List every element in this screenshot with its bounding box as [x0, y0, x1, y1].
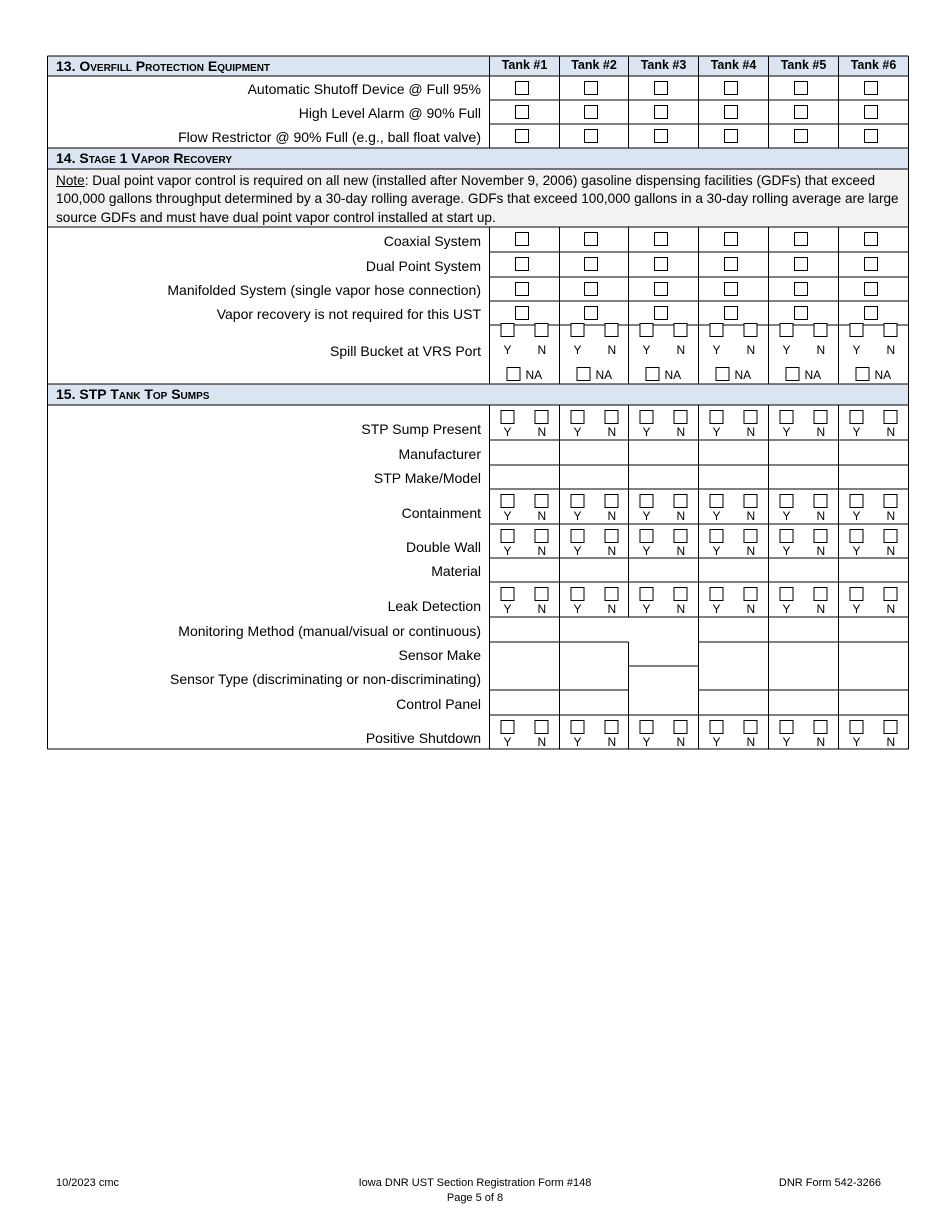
no-checkbox[interactable]	[744, 411, 757, 424]
no-checkbox[interactable]	[884, 530, 897, 543]
footer-form-title: Iowa DNR UST Section Registration Form #148	[358, 1177, 592, 1189]
no-checkbox[interactable]	[605, 324, 618, 337]
no-label: N	[537, 602, 547, 616]
no-checkbox[interactable]	[535, 324, 548, 337]
na-checkbox[interactable]	[716, 368, 729, 381]
yes-checkbox[interactable]	[710, 324, 723, 337]
yes-label: Y	[782, 602, 791, 616]
yes-checkbox[interactable]	[640, 530, 653, 543]
section-title	[56, 387, 209, 401]
no-checkbox[interactable]	[674, 495, 687, 508]
section-number: 14.	[56, 150, 76, 166]
checkbox[interactable]	[725, 233, 738, 246]
yes-label: Y	[642, 509, 651, 523]
no-label: N	[676, 425, 686, 439]
no-label: N	[676, 735, 686, 749]
yes-checkbox[interactable]	[501, 495, 514, 508]
yes-checkbox[interactable]	[571, 324, 584, 337]
no-checkbox[interactable]	[814, 411, 827, 424]
no-checkbox[interactable]	[674, 530, 687, 543]
tank-column-header: Tank #1	[501, 58, 548, 72]
yes-label: Y	[573, 544, 582, 558]
yes-label: Y	[852, 343, 861, 357]
section-title-text: Overfill Protection Equipment	[79, 58, 271, 74]
yes-label: Y	[642, 544, 651, 558]
no-label: N	[886, 425, 896, 439]
no-checkbox[interactable]	[814, 588, 827, 601]
no-checkbox[interactable]	[674, 721, 687, 734]
checkbox[interactable]	[865, 283, 878, 296]
row-label: Flow Restrictor @ 90% Full (e.g., ball float valve)	[178, 129, 481, 145]
yes-checkbox[interactable]	[640, 588, 653, 601]
yes-label: Y	[782, 343, 791, 357]
no-label: N	[746, 602, 756, 616]
no-checkbox[interactable]	[605, 721, 618, 734]
no-label: N	[886, 602, 896, 616]
yes-checkbox[interactable]	[571, 411, 584, 424]
yes-label: Y	[503, 544, 512, 558]
no-label: N	[607, 509, 617, 523]
no-checkbox[interactable]	[674, 324, 687, 337]
yes-label: Y	[642, 602, 651, 616]
row-label: Manufacturer	[398, 446, 481, 462]
yes-label: Y	[642, 343, 651, 357]
yes-checkbox[interactable]	[850, 324, 863, 337]
no-label: N	[676, 343, 686, 357]
no-label: N	[816, 544, 826, 558]
no-label: N	[676, 544, 686, 558]
yes-checkbox[interactable]	[780, 411, 793, 424]
section-number: 15.	[56, 386, 76, 402]
no-label: N	[746, 544, 756, 558]
yes-label: Y	[712, 544, 721, 558]
yes-label: Y	[852, 602, 861, 616]
checkbox[interactable]	[795, 258, 808, 271]
row-label: STP Make/Model	[373, 470, 481, 486]
checkbox[interactable]	[865, 258, 878, 271]
yes-label: Y	[852, 544, 861, 558]
row-label: Automatic Shutoff Device @ Full 95%	[247, 81, 481, 97]
yes-checkbox[interactable]	[850, 588, 863, 601]
no-label: N	[746, 735, 756, 749]
row-label: Dual Point System	[365, 258, 481, 274]
row-label: Vapor recovery is not required for this UST	[216, 306, 481, 322]
checkbox[interactable]	[655, 106, 668, 119]
no-label: N	[537, 509, 547, 523]
checkbox[interactable]	[655, 82, 668, 95]
no-label: N	[816, 735, 826, 749]
row-label: Monitoring Method (manual/visual or continuous)	[178, 623, 481, 639]
checkbox[interactable]	[865, 307, 878, 320]
tank-column-header: Tank #4	[710, 58, 757, 72]
yes-checkbox[interactable]	[780, 588, 793, 601]
na-checkbox[interactable]	[577, 368, 590, 381]
yes-checkbox[interactable]	[640, 495, 653, 508]
no-checkbox[interactable]	[744, 530, 757, 543]
no-label: N	[537, 544, 547, 558]
yes-label: Y	[642, 735, 651, 749]
checkbox[interactable]	[585, 307, 598, 320]
footer-page-number: Page 5 of 8	[446, 1192, 504, 1204]
row-label: Coaxial System	[383, 233, 481, 249]
no-checkbox[interactable]	[605, 411, 618, 424]
yes-label: Y	[852, 425, 861, 439]
no-checkbox[interactable]	[814, 530, 827, 543]
no-checkbox[interactable]	[535, 530, 548, 543]
no-checkbox[interactable]	[744, 324, 757, 337]
row-label: Material	[431, 563, 481, 579]
tank-column-header: Tank #5	[780, 58, 827, 72]
checkbox[interactable]	[585, 82, 598, 95]
no-label: N	[886, 509, 896, 523]
section-title	[56, 151, 232, 165]
na-checkbox[interactable]	[856, 368, 869, 381]
checkbox[interactable]	[725, 82, 738, 95]
na-label: NA	[734, 368, 752, 382]
section-title-text: Stage 1 Vapor Recovery	[79, 150, 233, 166]
checkbox[interactable]	[655, 130, 668, 143]
checkbox[interactable]	[516, 130, 529, 143]
yes-label: Y	[712, 425, 721, 439]
section-number: 13.	[56, 58, 76, 74]
no-checkbox[interactable]	[884, 324, 897, 337]
yes-checkbox[interactable]	[640, 324, 653, 337]
row-label: STP Sump Present	[361, 421, 481, 437]
no-label: N	[607, 343, 617, 357]
checkbox[interactable]	[585, 258, 598, 271]
no-checkbox[interactable]	[744, 721, 757, 734]
yes-checkbox[interactable]	[501, 588, 514, 601]
na-label: NA	[595, 368, 613, 382]
no-checkbox[interactable]	[814, 721, 827, 734]
yes-checkbox[interactable]	[780, 324, 793, 337]
checkbox[interactable]	[795, 130, 808, 143]
yes-label: Y	[712, 602, 721, 616]
no-checkbox[interactable]	[814, 324, 827, 337]
no-label: N	[746, 509, 756, 523]
yes-checkbox[interactable]	[850, 495, 863, 508]
checkbox[interactable]	[516, 82, 529, 95]
yes-checkbox[interactable]	[501, 530, 514, 543]
yes-checkbox[interactable]	[571, 721, 584, 734]
yes-label: Y	[573, 602, 582, 616]
no-label: N	[816, 602, 826, 616]
yes-checkbox[interactable]	[710, 588, 723, 601]
checkbox[interactable]	[725, 258, 738, 271]
yes-label: Y	[503, 425, 512, 439]
yes-label: Y	[573, 343, 582, 357]
no-checkbox[interactable]	[814, 495, 827, 508]
row-label: Spill Bucket at VRS Port	[330, 343, 481, 359]
note-text: : Dual point vapor control is required on all new (installed after November 9, 2006) gasoline dispensing facilities (GDFs) that exceed 100,000 gallons throughput determined by a 30-day rolling average. GDFs that exceed 100,000 gallons in a 30-day rolling average are large source GDFs and must have dual point vapor control installed at start up.	[56, 173, 899, 225]
no-label: N	[746, 343, 756, 357]
yes-checkbox[interactable]	[710, 495, 723, 508]
yes-label: Y	[782, 735, 791, 749]
checkbox[interactable]	[865, 82, 878, 95]
no-label: N	[816, 425, 826, 439]
yes-checkbox[interactable]	[571, 530, 584, 543]
no-checkbox[interactable]	[884, 588, 897, 601]
na-checkbox[interactable]	[786, 368, 799, 381]
yes-label: Y	[503, 735, 512, 749]
na-label: NA	[525, 368, 543, 382]
checkbox[interactable]	[655, 258, 668, 271]
no-checkbox[interactable]	[535, 495, 548, 508]
checkbox[interactable]	[585, 130, 598, 143]
no-checkbox[interactable]	[884, 721, 897, 734]
no-checkbox[interactable]	[605, 495, 618, 508]
checkbox[interactable]	[655, 283, 668, 296]
no-label: N	[816, 509, 826, 523]
yes-checkbox[interactable]	[780, 721, 793, 734]
checkbox[interactable]	[865, 130, 878, 143]
na-checkbox[interactable]	[646, 368, 659, 381]
no-label: N	[607, 735, 617, 749]
row-label: High Level Alarm @ 90% Full	[298, 105, 481, 121]
tank-column-header: Tank #6	[850, 58, 897, 72]
yes-checkbox[interactable]	[780, 495, 793, 508]
yes-label: Y	[503, 509, 512, 523]
no-checkbox[interactable]	[674, 411, 687, 424]
checkbox[interactable]	[725, 283, 738, 296]
tank-column-header: Tank #3	[640, 58, 687, 72]
row-label: Double Wall	[406, 539, 481, 555]
no-label: N	[886, 343, 896, 357]
checkbox[interactable]	[795, 307, 808, 320]
section-title-text: STP Tank Top Sumps	[79, 386, 210, 402]
yes-checkbox[interactable]	[710, 530, 723, 543]
yes-checkbox[interactable]	[850, 411, 863, 424]
yes-label: Y	[712, 343, 721, 357]
checkbox[interactable]	[585, 106, 598, 119]
checkbox[interactable]	[795, 233, 808, 246]
checkbox[interactable]	[516, 258, 529, 271]
checkbox[interactable]	[655, 307, 668, 320]
checkbox[interactable]	[725, 106, 738, 119]
row-label: Sensor Type (discriminating or non-discriminating)	[170, 671, 481, 687]
no-checkbox[interactable]	[535, 588, 548, 601]
checkbox[interactable]	[516, 106, 529, 119]
footer-form-number: DNR Form 542-3266	[778, 1177, 881, 1189]
row-label: Manifolded System (single vapor hose connection)	[167, 282, 481, 298]
row-label: Sensor Make	[398, 647, 481, 663]
no-checkbox[interactable]	[535, 721, 548, 734]
yes-checkbox[interactable]	[780, 530, 793, 543]
yes-checkbox[interactable]	[710, 411, 723, 424]
yes-label: Y	[573, 425, 582, 439]
yes-label: Y	[782, 509, 791, 523]
yes-checkbox[interactable]	[571, 495, 584, 508]
no-checkbox[interactable]	[884, 411, 897, 424]
no-label: N	[816, 343, 826, 357]
checkbox[interactable]	[725, 130, 738, 143]
yes-checkbox[interactable]	[501, 324, 514, 337]
tank-column-header: Tank #2	[571, 58, 617, 72]
yes-label: Y	[503, 343, 512, 357]
row-label: Positive Shutdown	[365, 730, 481, 746]
checkbox[interactable]	[795, 106, 808, 119]
no-label: N	[607, 602, 617, 616]
yes-label: Y	[712, 735, 721, 749]
checkbox[interactable]	[516, 283, 529, 296]
row-label: Containment	[401, 505, 481, 521]
section-title	[56, 59, 270, 73]
no-checkbox[interactable]	[605, 530, 618, 543]
checkbox[interactable]	[865, 106, 878, 119]
no-label: N	[537, 425, 547, 439]
note-label: Note	[56, 173, 85, 188]
no-checkbox[interactable]	[884, 495, 897, 508]
no-label: N	[676, 602, 686, 616]
no-label: N	[537, 343, 547, 357]
footer-date: 10/2023 cmc	[56, 1177, 119, 1189]
yes-checkbox[interactable]	[571, 588, 584, 601]
no-label: N	[607, 425, 617, 439]
yes-label: Y	[852, 735, 861, 749]
checkbox[interactable]	[795, 283, 808, 296]
checkbox[interactable]	[516, 233, 529, 246]
row-label: Leak Detection	[387, 598, 481, 614]
no-checkbox[interactable]	[744, 588, 757, 601]
no-checkbox[interactable]	[605, 588, 618, 601]
vapor-recovery-note	[56, 172, 903, 227]
no-label: N	[886, 735, 896, 749]
yes-label: Y	[573, 509, 582, 523]
yes-label: Y	[852, 509, 861, 523]
no-label: N	[746, 425, 756, 439]
no-checkbox[interactable]	[674, 588, 687, 601]
na-checkbox[interactable]	[507, 368, 520, 381]
no-label: N	[607, 544, 617, 558]
checkbox[interactable]	[585, 233, 598, 246]
no-label: N	[886, 544, 896, 558]
yes-checkbox[interactable]	[710, 721, 723, 734]
no-label: N	[537, 735, 547, 749]
row-label: Control Panel	[396, 696, 481, 712]
no-label: N	[676, 509, 686, 523]
checkbox[interactable]	[585, 283, 598, 296]
yes-label: Y	[503, 602, 512, 616]
yes-label: Y	[712, 509, 721, 523]
yes-label: Y	[573, 735, 582, 749]
yes-label: Y	[642, 425, 651, 439]
yes-checkbox[interactable]	[640, 411, 653, 424]
yes-checkbox[interactable]	[850, 721, 863, 734]
checkbox[interactable]	[655, 233, 668, 246]
no-checkbox[interactable]	[744, 495, 757, 508]
no-checkbox[interactable]	[535, 411, 548, 424]
yes-checkbox[interactable]	[501, 721, 514, 734]
yes-checkbox[interactable]	[501, 411, 514, 424]
yes-checkbox[interactable]	[640, 721, 653, 734]
checkbox[interactable]	[795, 82, 808, 95]
yes-label: Y	[782, 544, 791, 558]
checkbox[interactable]	[725, 307, 738, 320]
na-label: NA	[874, 368, 892, 382]
yes-checkbox[interactable]	[850, 530, 863, 543]
na-label: NA	[664, 368, 682, 382]
checkbox[interactable]	[516, 307, 529, 320]
yes-label: Y	[782, 425, 791, 439]
checkbox[interactable]	[865, 233, 878, 246]
na-label: NA	[804, 368, 822, 382]
